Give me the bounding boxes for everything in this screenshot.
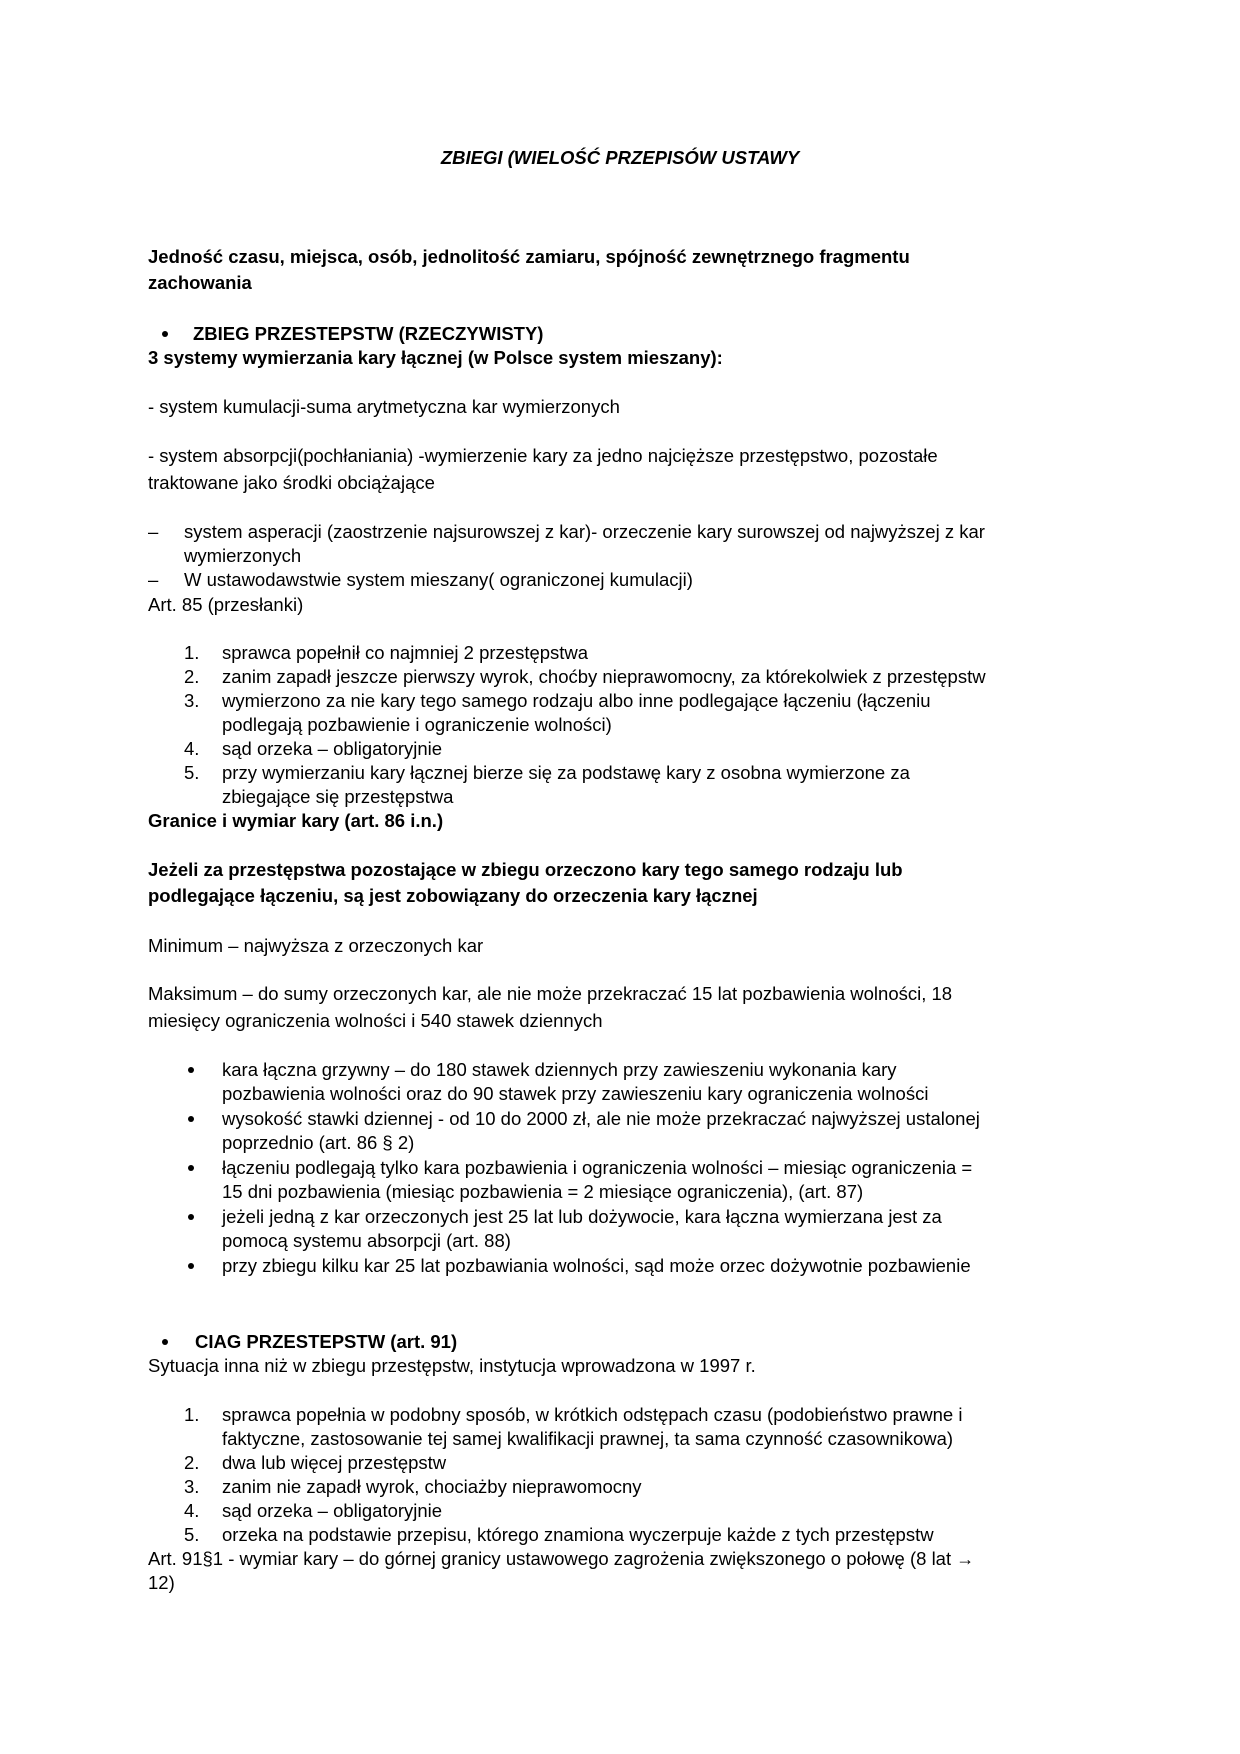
bullet-item: jeżeli jedną z kar orzeczonych jest 25 lat lub dożywocie, kara łączna wymierzana jest za [222, 1206, 942, 1227]
bullet-icon [162, 331, 168, 337]
maksimum-line-1: Maksimum – do sumy orzeczonych kar, ale nie może przekraczać 15 lat pozbawienia wolności, 18 [148, 983, 953, 1004]
list-number: 4. [184, 1500, 200, 1521]
arrow-right-icon: → [956, 1549, 975, 1569]
system-kumulacji: - system kumulacji-suma arytmetyczna kar wymierzonych [148, 396, 620, 417]
list-item: przy wymierzaniu kary łącznej bierze się za podstawę kary z osobna wymierzone za [222, 762, 910, 783]
list-item: zanim nie zapadł wyrok, chociażby nieprawomocny [222, 1476, 642, 1497]
minimum-text: Minimum – najwyższa z orzeczonych kar [148, 935, 484, 956]
bullet-item: pomocą systemu absorpcji (art. 88) [222, 1230, 511, 1251]
list-item: sąd orzeka – obligatoryjnie [222, 1500, 443, 1521]
list-item: podlegają pozbawienie i ograniczenie wolności) [222, 714, 612, 735]
list-number: 5. [184, 762, 200, 783]
art91-line-1 [148, 1547, 974, 1571]
list-number: 2. [184, 1452, 200, 1473]
dash-marker: – [148, 521, 159, 542]
jezeli-line-2: podlegające łączeniu, są jest zobowiązany do orzeczenia kary łącznej [148, 885, 758, 906]
bullet-item: przy zbiegu kilku kar 25 lat pozbawiania wolności, sąd może orzec dożywotnie pozbawienie [222, 1255, 971, 1276]
list-number: 1. [184, 1404, 200, 1425]
intro-line-2: zachowania [148, 272, 252, 293]
bullet-item: poprzednio (art. 86 § 2) [222, 1132, 415, 1153]
bullet-item: kara łączna grzywny – do 180 stawek dziennych przy zawieszeniu wykonania kary [222, 1059, 897, 1080]
section2-heading: CIAG PRZESTEPSTW (art. 91) [195, 1331, 458, 1352]
intro-line-1: Jedność czasu, miejsca, osób, jednolitość zamiaru, spójność zewnętrznego fragmentu [148, 246, 910, 267]
list-item: sąd orzeka – obligatoryjnie [222, 738, 443, 759]
list-item: wymierzono za nie kary tego samego rodzaju albo inne podlegające łączeniu (łączeniu [222, 690, 931, 711]
list-item: zanim zapadł jeszcze pierwszy wyrok, choćby nieprawomocny, za którekolwiek z przestępstw [222, 666, 986, 687]
bullet-item: 15 dni pozbawienia (miesiąc pozbawienia = 2 miesiące ograniczenia), (art. 87) [222, 1181, 864, 1202]
page-title: ZBIEGI (WIELOŚĆ PRZEPISÓW USTAWY [440, 147, 800, 168]
list-item: orzeka na podstawie przepisu, którego znamiona wyczerpuje każde z tych przestępstw [222, 1524, 934, 1545]
bullet-item: wysokość stawki dziennej - od 10 do 2000 zł, ale nie może przekraczać najwyższej ustalonej [222, 1108, 980, 1129]
section1-subheading: 3 systemy wymierzania kary łącznej (w Polsce system mieszany): [148, 347, 723, 368]
bullet-item: pozbawienia wolności oraz do 90 stawek przy zawieszeniu kary ograniczenia wolności [222, 1083, 929, 1104]
list-number: 4. [184, 738, 200, 759]
jezeli-line-1: Jeżeli za przestępstwa pozostające w zbiegu orzeczono kary tego samego rodzaju lub [148, 859, 903, 880]
dash-item-line: wymierzonych [184, 545, 302, 566]
section2-intro: Sytuacja inna niż w zbiegu przestępstw, instytucja wprowadzona w 1997 r. [148, 1355, 756, 1376]
dash-marker: – [148, 569, 159, 590]
maksimum-line-2: miesięcy ograniczenia wolności i 540 stawek dziennych [148, 1010, 603, 1031]
section1-heading: ZBIEG PRZESTEPSTW (RZECZYWISTY) [193, 323, 544, 344]
list-item: faktyczne, zastosowanie tej samej kwalifikacji prawnej, ta sama czynność czasownikowa) [222, 1428, 954, 1449]
list-number: 1. [184, 642, 200, 663]
list-item: dwa lub więcej przestępstw [222, 1452, 447, 1473]
bullet-icon [188, 1214, 194, 1220]
list-number: 2. [184, 666, 200, 687]
list-item: sprawca popełnił co najmniej 2 przestępstwa [222, 642, 589, 663]
granice-heading: Granice i wymiar kary (art. 86 i.n.) [148, 810, 444, 831]
dash-item-line: system asperacji (zaostrzenie najsurowszej z kar)- orzeczenie kary surowszej od najwyższej z kar [184, 521, 985, 542]
list-item: sprawca popełnia w podobny sposób, w krótkich odstępach czasu (podobieństwo prawne i [222, 1404, 963, 1425]
bullet-item: łączeniu podlegają tylko kara pozbawienia i ograniczenia wolności – miesiąc ograniczenia = [222, 1157, 973, 1178]
bullet-icon [188, 1165, 194, 1171]
bullet-icon [188, 1116, 194, 1122]
art91-text: Art. 91§1 - wymiar kary – do górnej granicy ustawowego zagrożenia zwiększonego o połowę (8 lat [148, 1548, 952, 1569]
bullet-icon [188, 1263, 194, 1269]
system-absorpcji-line-2: traktowane jako środki obciążające [148, 472, 435, 493]
list-item: zbiegające się przestępstwa [222, 786, 454, 807]
list-number: 3. [184, 690, 200, 711]
system-absorpcji-line-1: - system absorpcji(pochłaniania) -wymierzenie kary za jedno najcięższe przestępstwo, pozostałe [148, 445, 938, 466]
art85-label: Art. 85 (przesłanki) [148, 594, 304, 615]
bullet-icon [162, 1339, 168, 1345]
list-number: 5. [184, 1524, 200, 1545]
bullet-icon [188, 1067, 194, 1073]
list-number: 3. [184, 1476, 200, 1497]
dash-item-line: W ustawodawstwie system mieszany( ograniczonej kumulacji) [184, 569, 693, 590]
art91-line-2: 12) [148, 1572, 175, 1593]
